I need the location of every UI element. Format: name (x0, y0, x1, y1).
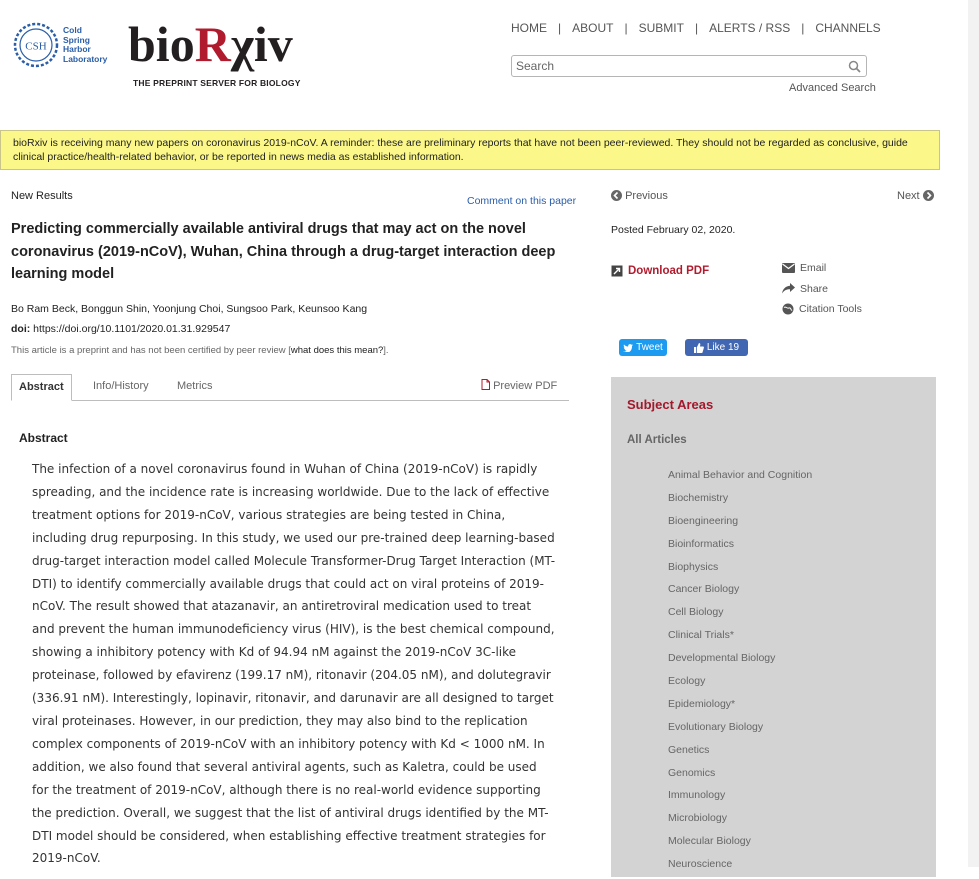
nav-alerts-rss[interactable]: ALERTS / RSS (709, 21, 791, 35)
subject-item[interactable]: Bioinformatics (668, 537, 734, 550)
share-icon (782, 283, 795, 294)
article-doi: doi: https://doi.org/10.1101/2020.01.31.929547 (11, 323, 231, 335)
subject-item[interactable]: Cell Biology (668, 606, 724, 619)
abstract-heading: Abstract (19, 431, 68, 445)
article-tabs (11, 374, 569, 401)
next-link[interactable]: Next (897, 190, 934, 202)
facebook-like-button[interactable]: Like 19 (685, 339, 748, 356)
tab-info-history[interactable]: Info/History (93, 380, 149, 392)
subject-item[interactable]: Clinical Trials* (668, 629, 734, 642)
page-scrollbar[interactable] (968, 0, 979, 867)
nav-submit[interactable]: SUBMIT (638, 21, 684, 35)
biorxiv-logo[interactable]: bioRχiv (128, 16, 293, 72)
email-link[interactable]: Email (782, 258, 862, 279)
subject-areas-panel (611, 377, 936, 877)
subject-item[interactable]: Immunology (668, 789, 726, 802)
nav-channels[interactable]: CHANNELS (815, 21, 881, 35)
share-link[interactable]: Share (782, 279, 862, 300)
subject-item[interactable]: Bioengineering (668, 514, 739, 527)
tab-metrics[interactable]: Metrics (177, 380, 213, 392)
subject-item[interactable]: Genomics (668, 766, 716, 779)
thumbs-up-icon (694, 343, 704, 353)
nav-home[interactable]: HOME (511, 21, 547, 35)
pdf-file-icon (481, 379, 490, 390)
tab-abstract[interactable]: Abstract (11, 374, 72, 401)
subject-list (668, 467, 812, 879)
subject-item[interactable]: Developmental Biology (668, 652, 776, 665)
subject-item[interactable]: Biochemistry (668, 491, 729, 504)
download-pdf-icon (611, 265, 623, 277)
arrow-left-icon (611, 190, 622, 201)
subject-item[interactable]: Ecology (668, 675, 706, 688)
search-input[interactable] (512, 56, 840, 76)
subject-areas-title: Subject Areas (627, 397, 714, 412)
envelope-icon (782, 263, 795, 273)
subject-item[interactable]: Cancer Biology (668, 583, 740, 596)
subject-item[interactable]: Genetics (668, 743, 710, 756)
globe-icon (782, 303, 794, 315)
cshl-name: Cold Spring Harbor Laboratory (63, 25, 108, 64)
article-authors[interactable]: Bo Ram Beck, Bonggun Shin, Yoonjung Choi, Sungsoo Park, Keunsoo Kang (11, 303, 368, 315)
posted-date: Posted February 02, 2020. (611, 224, 736, 236)
cshl-logo[interactable] (12, 21, 60, 69)
advanced-search-link[interactable]: Advanced Search (789, 82, 876, 94)
download-pdf-link[interactable]: Download PDF (611, 265, 709, 277)
subject-item[interactable]: Neuroscience (668, 858, 733, 871)
top-nav: HOME | ABOUT | SUBMIT | ALERTS / RSS | CHANNELS (511, 21, 881, 35)
subject-item[interactable]: Microbiology (668, 812, 727, 825)
search-icon[interactable] (848, 60, 861, 78)
abstract-text: The infection of a novel coronavirus found in Wuhan of China (2019-nCoV) is rapidly spreading, and the incidence rate is increasing worldwide. Due to the lack of effective treatment options for 2019-nCoV, various strategies are being tested in China, including drug repurposing. In this study, we used our pre-trained deep learning-based drug-target interaction model called Molecule Transformer-Drug Target Interaction (MT-DTI) to identify commercially available drugs that could act on viral proteins of 2019-nCoV. The result showed that atazanavir, an antiretroviral medication used to treat and prevent the human immunodeficiency virus (HIV), is the best chemical compound, showing a inhibitory potency with Kd of 94.94 nM against the 2019-nCoV 3C-like proteinase, followed by efavirenz (199.17 nM), ritonavir (204.05 nM), and dolutegravir (336.91 nM). Interestingly, lopinavir, ritonavir, and darunavir are all designed to target viral proteinases. However, in our prediction, they may also bind to the replication complex components of 2019-nCoV with an inhibitory potency with Kd < 1000 nM. In addition, we also found that several antiviral agents, such as Kaletra, could be used for the treatment of 2019-nCoV, although there is no real-world evidence supporting the prediction. Overall, we suggest that the list of antiviral drugs identified by the MT-DTI model should be considered, when establishing effective treatment strategies for 2019-nCoV. (32, 462, 556, 866)
subject-item[interactable]: Molecular Biology (668, 835, 751, 848)
subject-item[interactable]: Epidemiology* (668, 697, 736, 710)
arrow-right-icon (923, 190, 934, 201)
twitter-bird-icon (623, 344, 633, 352)
citation-tools-link[interactable]: Citation Tools (782, 299, 862, 320)
subject-item[interactable]: Evolutionary Biology (668, 720, 764, 733)
cshl-abbrev: CSH (25, 40, 47, 53)
subject-item[interactable]: Biophysics (668, 560, 719, 573)
subject-item[interactable]: Animal Behavior and Cognition (668, 469, 813, 481)
article-category: New Results (11, 190, 73, 202)
nav-about[interactable]: ABOUT (572, 21, 614, 35)
previous-link[interactable]: Previous (611, 190, 668, 202)
tweet-button[interactable]: Tweet (619, 339, 667, 356)
what-does-this-mean-link[interactable]: what does this mean? (290, 345, 384, 356)
comment-link[interactable]: Comment on this paper (467, 195, 577, 207)
preview-pdf-link[interactable]: Preview PDF (481, 374, 557, 399)
preprint-note: This article is a preprint and has not been certified by peer review [what does this mean?]. (11, 345, 389, 356)
covid-notice-banner: bioRxiv is receiving many new papers on coronavirus 2019-nCoV. A reminder: these are preliminary reports that have not been peer-reviewed. They should not be regarded as conclusive, guide clinical practice/health-related behavior, or be reported in news media as established information. (0, 130, 940, 170)
all-articles-link[interactable]: All Articles (627, 434, 687, 446)
article-tools (782, 258, 862, 320)
article-title: Predicting commercially available antiviral drugs that may act on the novel coronavirus (2019-nCoV), Wuhan, China through a drug-target interaction deep learning model (11, 221, 556, 282)
search-box (511, 55, 867, 77)
doi-link[interactable]: https://doi.org/10.1101/2020.01.31.929547 (33, 323, 231, 335)
tagline: THE PREPRINT SERVER FOR BIOLOGY (133, 78, 301, 88)
